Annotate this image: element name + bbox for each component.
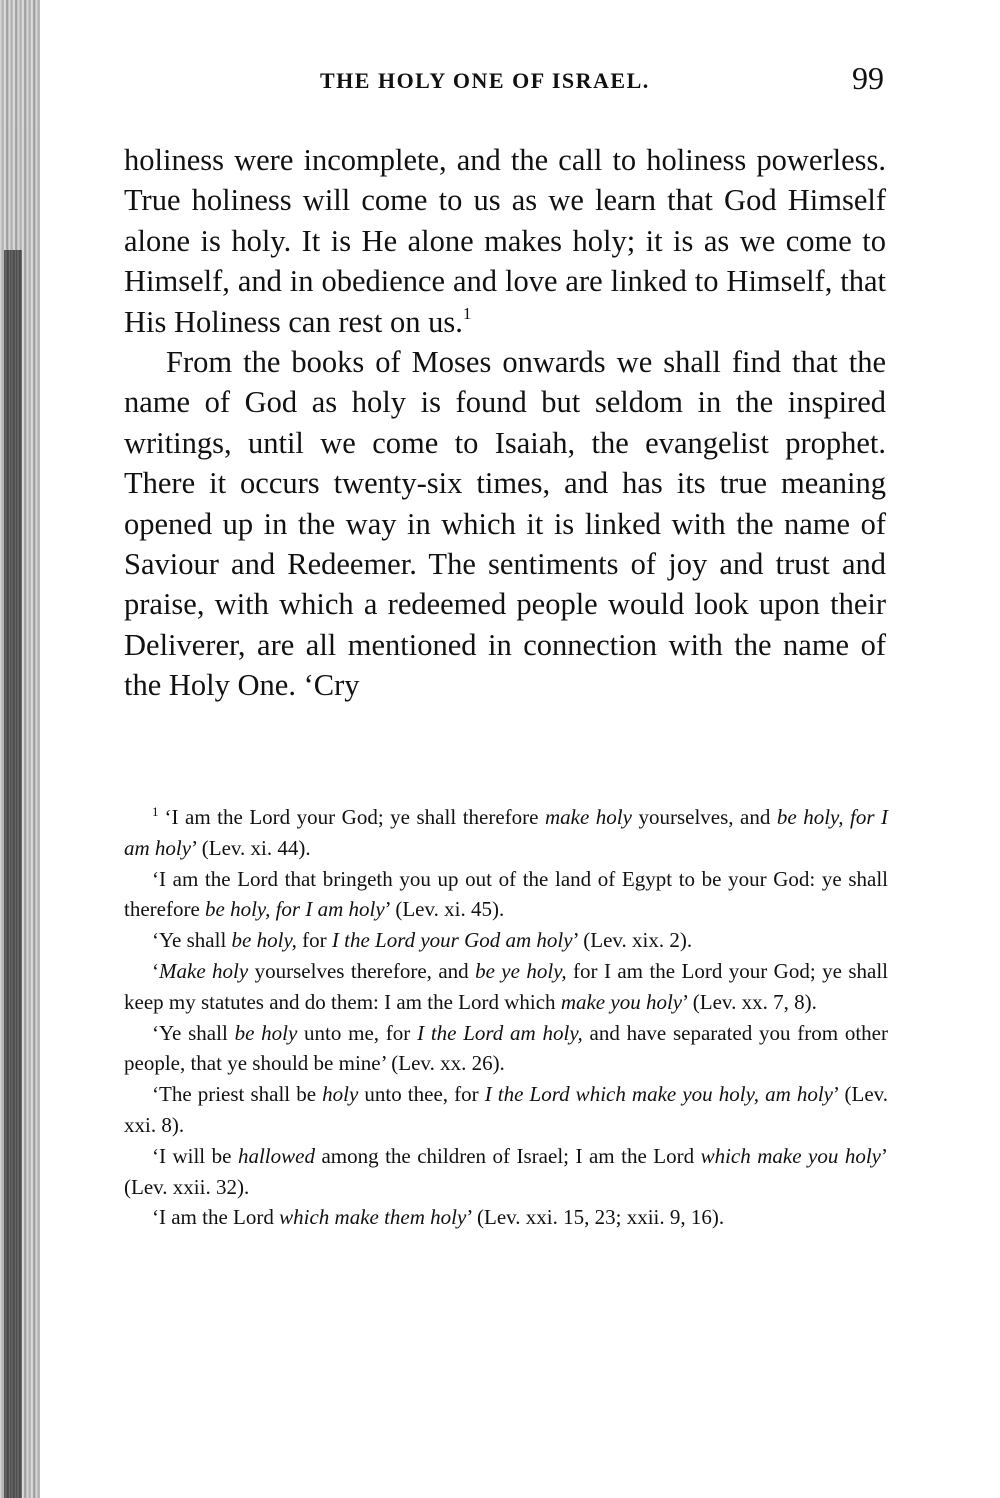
footnote-text: and have separated you from other people, that ye should be mine’ (Lev. xx. 26). bbox=[124, 1020, 888, 1076]
main-text bbox=[124, 140, 886, 706]
footnote-text: ‘Ye shall bbox=[152, 928, 232, 953]
footnote-1 bbox=[124, 802, 888, 864]
footnote-italic: be holy, for I am holy bbox=[205, 897, 385, 922]
footnote-text: ’ (Lev. xxii. 32). bbox=[124, 1143, 888, 1199]
footnote-text: unto thee, for bbox=[358, 1082, 485, 1107]
footnote-text: ‘Ye shall bbox=[152, 1020, 235, 1045]
footnote-text: ’ (Lev. xx. 7, 8). bbox=[682, 989, 817, 1014]
page-number: 99 bbox=[852, 60, 884, 96]
page-header bbox=[0, 60, 1000, 100]
footnote-4 bbox=[124, 956, 888, 1018]
footnote-text: ‘I am the Lord that bringeth you up out of the land of Egypt to be your God: ye shall therefore bbox=[124, 866, 888, 922]
footnote-text: ‘ bbox=[152, 958, 159, 983]
footnote-italic: I the Lord your God am holy bbox=[331, 928, 573, 953]
paragraph-1 bbox=[124, 140, 886, 342]
footnote-italic: be holy bbox=[234, 1020, 298, 1045]
footnote-italic: I the Lord am holy, bbox=[417, 1020, 583, 1045]
paragraph-2: From the books of Moses onwards we shall find that the name of God as holy is found but seldom in the inspired writings, until we come to Isaiah, the evangelist prophet. There it occurs twenty-six times, and has its true meaning opened up in the way in which it is linked with the name of Saviour and Redeemer. The sentiments of joy and trust and praise, with which a redeemed people would look upon their Deliverer, are all mentioned in connection with the name of the Holy One. ‘Cry bbox=[124, 345, 886, 703]
footnote-3 bbox=[124, 925, 888, 956]
footnote-text: ’ (Lev. xxi. 15, 23; xxii. 9, 16). bbox=[466, 1205, 725, 1230]
footnote-text: ‘The priest shall be bbox=[152, 1082, 323, 1107]
footnote-reference: 1 bbox=[462, 303, 472, 323]
footnote-italic: which make you holy bbox=[700, 1143, 881, 1168]
footnote-text: ’ (Lev. xxi. 8). bbox=[124, 1082, 889, 1137]
footnote-text: ’ (Lev. xi. 44). bbox=[191, 835, 311, 860]
footnote-text: ‘I am the Lord your God; ye shall therefore bbox=[164, 805, 545, 829]
footnote-text: yourselves therefore, and bbox=[248, 958, 476, 983]
footnote-2 bbox=[124, 864, 888, 926]
footnote-5 bbox=[124, 1018, 888, 1080]
footnote-italic: holy bbox=[322, 1082, 359, 1107]
footnotes bbox=[124, 802, 888, 1233]
footnote-text: ‘I will be bbox=[152, 1143, 238, 1168]
footnote-italic: I the Lord which make you holy, am holy bbox=[484, 1082, 833, 1107]
binding-shadow bbox=[4, 250, 22, 1498]
footnote-italic: hallowed bbox=[237, 1143, 315, 1168]
footnote-text: among the children of Israel; I am the Lord bbox=[314, 1143, 701, 1168]
footnote-6 bbox=[124, 1079, 888, 1141]
paragraph-1-text: holiness were incomplete, and the call to holiness powerless. True holiness will come to us as we learn that God Himself alone is holy. It is He alone makes holy; it is as we come to Himself, and in obedience and love are linked to Himself, that His Holiness can rest on us. bbox=[124, 143, 886, 339]
footnote-text: unto me, for bbox=[297, 1020, 418, 1045]
footnote-italic: make holy bbox=[544, 805, 632, 829]
footnote-text: ’ (Lev. xi. 45). bbox=[384, 897, 505, 922]
footnote-text: for I am the Lord your God; ye shall keep my statutes and do them: I am the Lord which bbox=[124, 958, 888, 1014]
footnote-8 bbox=[124, 1202, 888, 1233]
footnote-text: yourselves, and bbox=[631, 805, 777, 829]
footnote-italic: make you holy bbox=[560, 989, 683, 1014]
binding-gutter bbox=[0, 0, 40, 1498]
footnote-italic: be ye holy, bbox=[475, 958, 567, 983]
footnote-italic: be holy, bbox=[231, 928, 297, 953]
footnote-text: ‘I am the Lord bbox=[152, 1205, 280, 1230]
footnote-text: ’ (Lev. xix. 2). bbox=[572, 928, 693, 953]
running-head: THE HOLY ONE OF ISRAEL. bbox=[320, 68, 650, 93]
footnote-italic: be holy, for I am holy bbox=[124, 805, 888, 860]
footnote-italic: Make holy bbox=[159, 958, 249, 983]
footnote-italic: which make them holy bbox=[279, 1205, 467, 1230]
footnote-mark: 1 bbox=[152, 804, 159, 819]
footnote-text: for bbox=[296, 928, 332, 953]
footnote-7 bbox=[124, 1141, 888, 1203]
